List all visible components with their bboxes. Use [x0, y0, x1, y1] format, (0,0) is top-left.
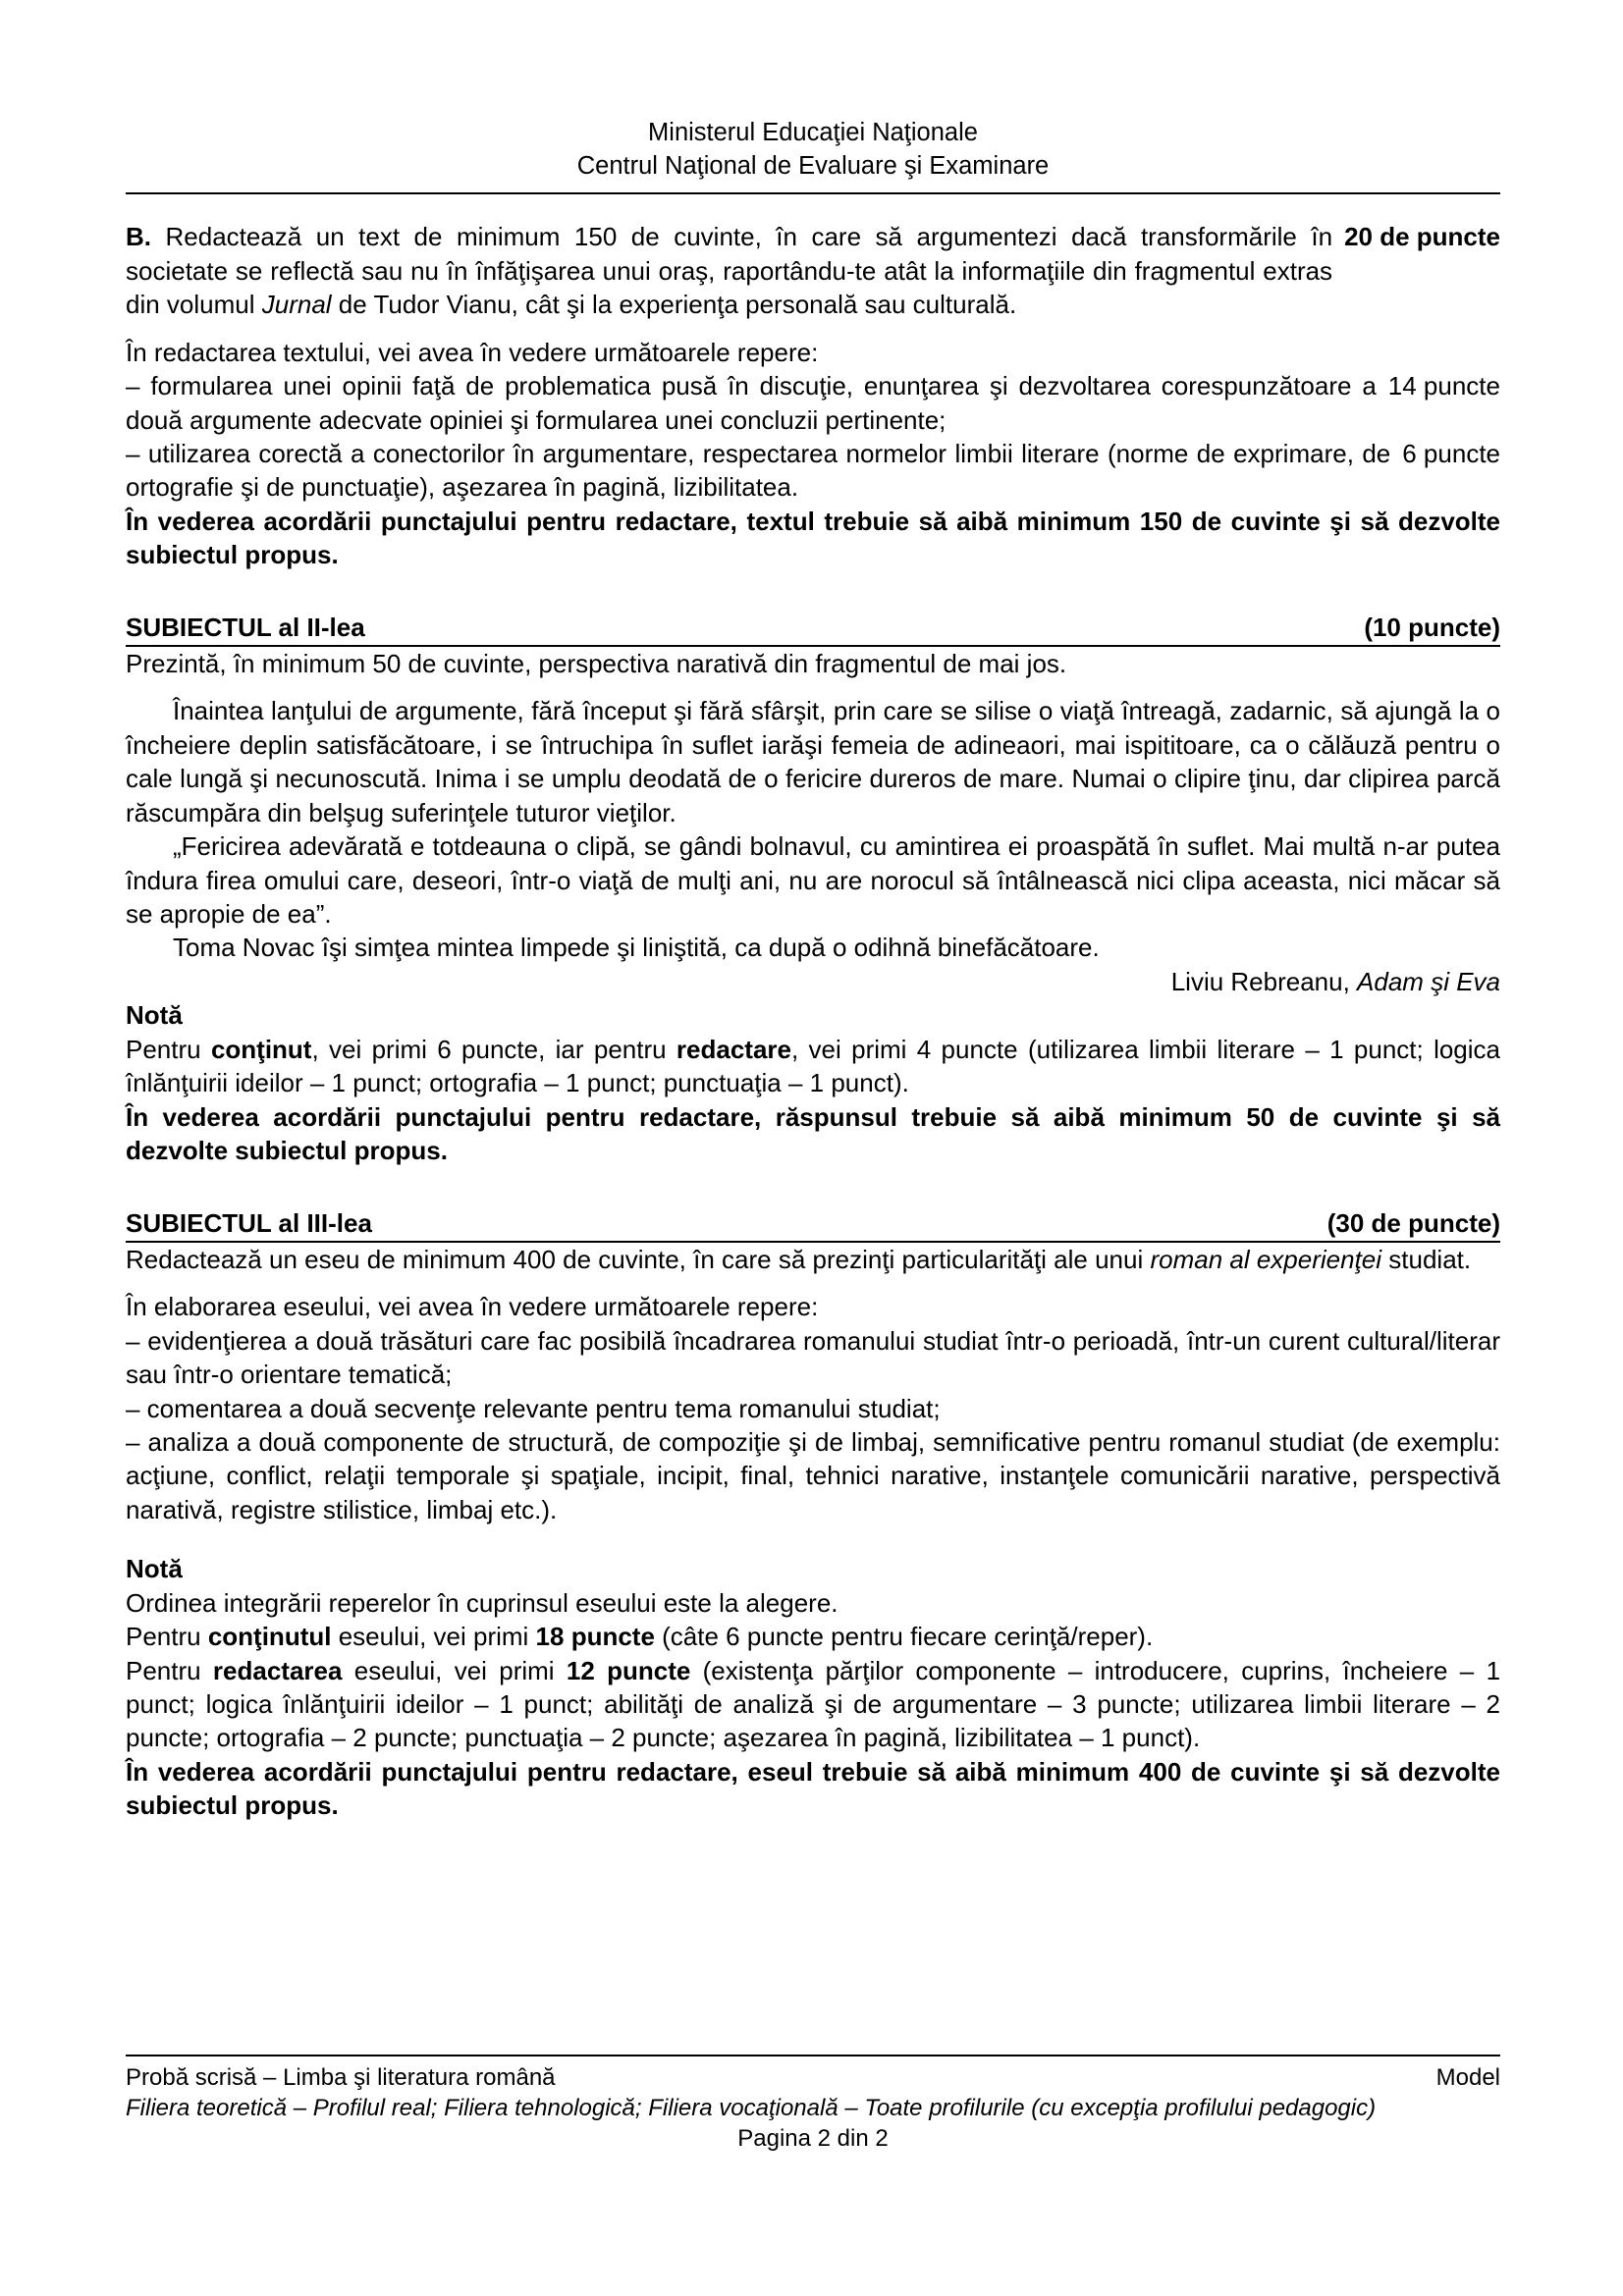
- subiect-III-heading: [126, 1207, 1500, 1243]
- document-header: [126, 0, 1500, 183]
- subiect-II-nota-text: [126, 1033, 1500, 1100]
- spacer: [126, 572, 1500, 612]
- subiect-I-B-repere-intro: În redactarea textului, vei avea în vedere următoarele repere:: [126, 337, 819, 367]
- subiect-I-B-reper-1-text: – formularea unei opinii faţă de problematica pusă în discuţie, enunţarea şi dezvoltarea corespunzătoare a două argumente adecvate opiniei şi formularea unei concluzii pertinente;: [126, 371, 1377, 435]
- nota-keyword-redactare: redactare: [676, 1034, 791, 1064]
- nota3-points-18: 18 puncte: [535, 1622, 655, 1652]
- subiect-II-redactare-note: În vederea acordării punctajului pentru redactare, răspunsul trebuie să aibă minimum 50 de cuvinte şi să dezvolte subiectul propus.: [126, 1101, 1500, 1166]
- header-center-line: Centrul Naţional de Evaluare şi Examinare: [576, 152, 1050, 181]
- attribution-author: Liviu Rebreanu,: [1170, 966, 1358, 996]
- subiect-III-reper-2: – comentarea a două secvenţe relevante pentru tema romanului studiat;: [126, 1393, 941, 1423]
- footer-profiles-line: Filiera teoretică – Profilul real; Filiera tehnologică; Filiera vocaţională – Toate profilurile (cu excepţia profilului pedagogic): [126, 2095, 1377, 2122]
- footer-exam-name: Probă scrisă – Limba şi literatura română: [126, 2064, 556, 2091]
- subiect-I-B-work-title: Jurnal: [261, 290, 332, 320]
- spacer: [126, 1168, 1500, 1207]
- header-ministry-line: Ministerul Educaţiei Naţionale: [648, 119, 978, 146]
- header-divider: [126, 192, 1500, 194]
- nota3-frag-1: Pentru: [126, 1622, 208, 1652]
- nota-frag-2: , vei primi 6 puncte, iar pentru: [311, 1034, 676, 1064]
- nota3-keyword-redactarea: redactarea: [212, 1655, 343, 1685]
- spacer: [126, 322, 1500, 336]
- nota3-points-12: 12 puncte: [566, 1655, 691, 1685]
- subiect-I-B-reper-2-text: – utilizarea corectă a conectorilor în argumentare, respectarea normelor limbii literare (norme de exprimare, de ortografie şi de punctuaţie), aşezarea în pagină, lizibilitatea.: [126, 438, 1391, 503]
- nota3-frag-4: Pentru: [126, 1655, 213, 1685]
- subiect-I-B-label: B.: [126, 222, 151, 252]
- subiect-III-task: [126, 1243, 1500, 1276]
- subiect-III-nota-line-2: [126, 1620, 1500, 1653]
- nota3-frag-2: eseului, vei primi: [331, 1622, 536, 1652]
- subiect-II-task: Prezintă, în minimum 50 de cuvinte, perspectiva narativă din fragmentul de mai jos.: [126, 648, 1067, 678]
- nota3-frag-5: eseului, vei primi: [342, 1655, 567, 1685]
- subiect-I-B-task-text: [126, 220, 1332, 321]
- spacer: [126, 1526, 1500, 1552]
- document-footer: [126, 2055, 1500, 2155]
- subiect-II-points: (10 puncte): [1364, 612, 1500, 642]
- nota3-frag-6: (existenţa părţilor componente – introducere, cuprins, încheiere – 1 punct; logica înlănţuirii ideilor – 1 punct; abilităţi de analiză şi de argumentare – 3 puncte; utilizarea limbii literare – 2 puncte; ortografia – 2 puncte; punctuaţia – 2 puncte; aşezarea în pagină, lizibilitatea – 1 punct).: [126, 1655, 1501, 1753]
- subiect-I-B-reper-1-points: 14 puncte: [1387, 371, 1500, 401]
- subiect-I-B-reper-2: [126, 437, 1500, 505]
- spacer: [126, 680, 1500, 694]
- excerpt-paragraph-2: „Fericirea adevărată e totdeauna o clipă, se gândi bolnavul, cu amintirea ei proaspătă în suflet. Mai multă n-ar putea îndura firea omului care, deseori, într-o viaţă de mulţi ani, nu are norocul să întâlnească nici clipa aceasta, nici măcar să se apropie de ea”.: [126, 831, 1500, 930]
- excerpt-paragraph-3: Toma Novac îşi simţea mintea limpede şi liniştită, ca după o odihnă binefăcătoare.: [173, 933, 1100, 963]
- attribution-work: Adam şi Eva: [1357, 966, 1500, 996]
- subiect-III-nota-line-1: Ordinea integrării reperelor în cuprinsul eseului este la alegere.: [126, 1587, 839, 1618]
- spacer: [126, 1276, 1500, 1290]
- subiect-III-task-frag-2: studiat.: [1381, 1244, 1472, 1274]
- nota3-frag-3: (câte 6 puncte pentru fiecare cerinţă/reper).: [654, 1622, 1154, 1652]
- excerpt-attribution: [126, 965, 1500, 998]
- subiect-III-points: (30 de puncte): [1326, 1207, 1500, 1238]
- footer-divider: [126, 2055, 1500, 2056]
- subiect-I-B-block: [126, 220, 1500, 321]
- subiect-III-task-frag-1: Redactează un eseu de minimum 400 de cuvinte, în care să prezinţi particularităţi ale unui: [126, 1244, 1151, 1274]
- subiect-III-title: SUBIECTUL al III-lea: [126, 1207, 372, 1238]
- footer-line-1: [126, 2062, 1500, 2093]
- subiect-III-reper-1: – evidenţierea a două trăsături care fac posibilă încadrarea romanului studiat într-o perioadă, într-un curent cultural/literar sau într-o orientare tematică;: [126, 1325, 1500, 1390]
- subiect-I-B-points: 20 de puncte: [1344, 222, 1500, 252]
- subiect-I-B-body-2: de Tudor Vianu, cât şi la experienţa personală sau culturală.: [331, 290, 1017, 320]
- subiect-III-nota-line-3: [126, 1654, 1500, 1755]
- nota-frag-1: Pentru: [126, 1034, 211, 1064]
- subiect-I-B-redactare-note: În vederea acordării punctajului pentru redactare, textul trebuie să aibă minimum 150 de cuvinte şi să dezvolte subiectul propus.: [126, 506, 1500, 570]
- subiect-III-redactare-note: În vederea acordării punctajului pentru redactare, eseul trebuie să aibă minimum 400 de cuvinte şi să dezvolte subiectul propus.: [126, 1756, 1500, 1821]
- nota-frag-3: , vei primi 4 puncte (utilizarea limbii literare – 1 punct; logica înlănţuirii ideilor – 1 punct; ortografia – 1 punct; punctuaţia – 1 punct).: [126, 1034, 1501, 1098]
- page-content: [126, 0, 1500, 1823]
- subiect-I-B-task: [126, 220, 1500, 321]
- excerpt-paragraph-1: Înaintea lanţului de argumente, fără început şi fără sfârşit, prin care se silise o viaţă întreagă, zadarnic, să ajungă la o încheiere deplin satisfăcătoare, i se întruchipa în suflet iarăşi femeia de adineaori, mai ispititoare, ca o călăuză pentru o cale lungă şi necunoscută. Inima i se umplu deodată de o fericire dureros de mare. Numai o clipire ţinu, dar clipirea parcă răscumpăra din belşug suferinţele tuturor vieţilor.: [126, 696, 1500, 828]
- nota3-keyword-continutul: conţinutul: [207, 1622, 332, 1652]
- subiect-I-B-reper-2-points: 6 puncte: [1402, 438, 1500, 468]
- subiect-II-title: SUBIECTUL al II-lea: [126, 612, 365, 642]
- subiect-III-reper-3: – analiza a două componente de structură, de compoziţie şi de limbaj, semnificative pentru romanul studiat (de exemplu: acţiune, conflict, relaţii temporale şi spaţiale, incipit, final, tehnici narative, instanţele comunicării narative, perspectivă narativă, registre stilistice, limbaj etc.).: [126, 1426, 1500, 1524]
- subiect-II-nota-label: Notă: [126, 1000, 183, 1031]
- subiect-III-task-genre: roman al experienţei: [1150, 1244, 1382, 1274]
- footer-variant-label: Model: [1435, 2064, 1500, 2091]
- subiect-II-heading: [126, 612, 1500, 647]
- footer-page-number: Pagina 2 din 2: [737, 2125, 889, 2153]
- subiect-III-nota-label: Notă: [126, 1554, 183, 1584]
- subiect-I-B-body-1: Redactează un text de minimum 150 de cuvinte, în care să argumentezi dacă transformările în societate se reflectă sau nu în înfăţişarea unui oraş, raportându-te atât la informaţiile din fragmentul extras din volumul: [126, 222, 1333, 320]
- nota-keyword-continut: conţinut: [210, 1034, 312, 1064]
- subiect-I-B-reper-1: [126, 369, 1500, 437]
- subiect-III-repere-intro: În elaborarea eseului, vei avea în vedere următoarele repere:: [126, 1292, 819, 1322]
